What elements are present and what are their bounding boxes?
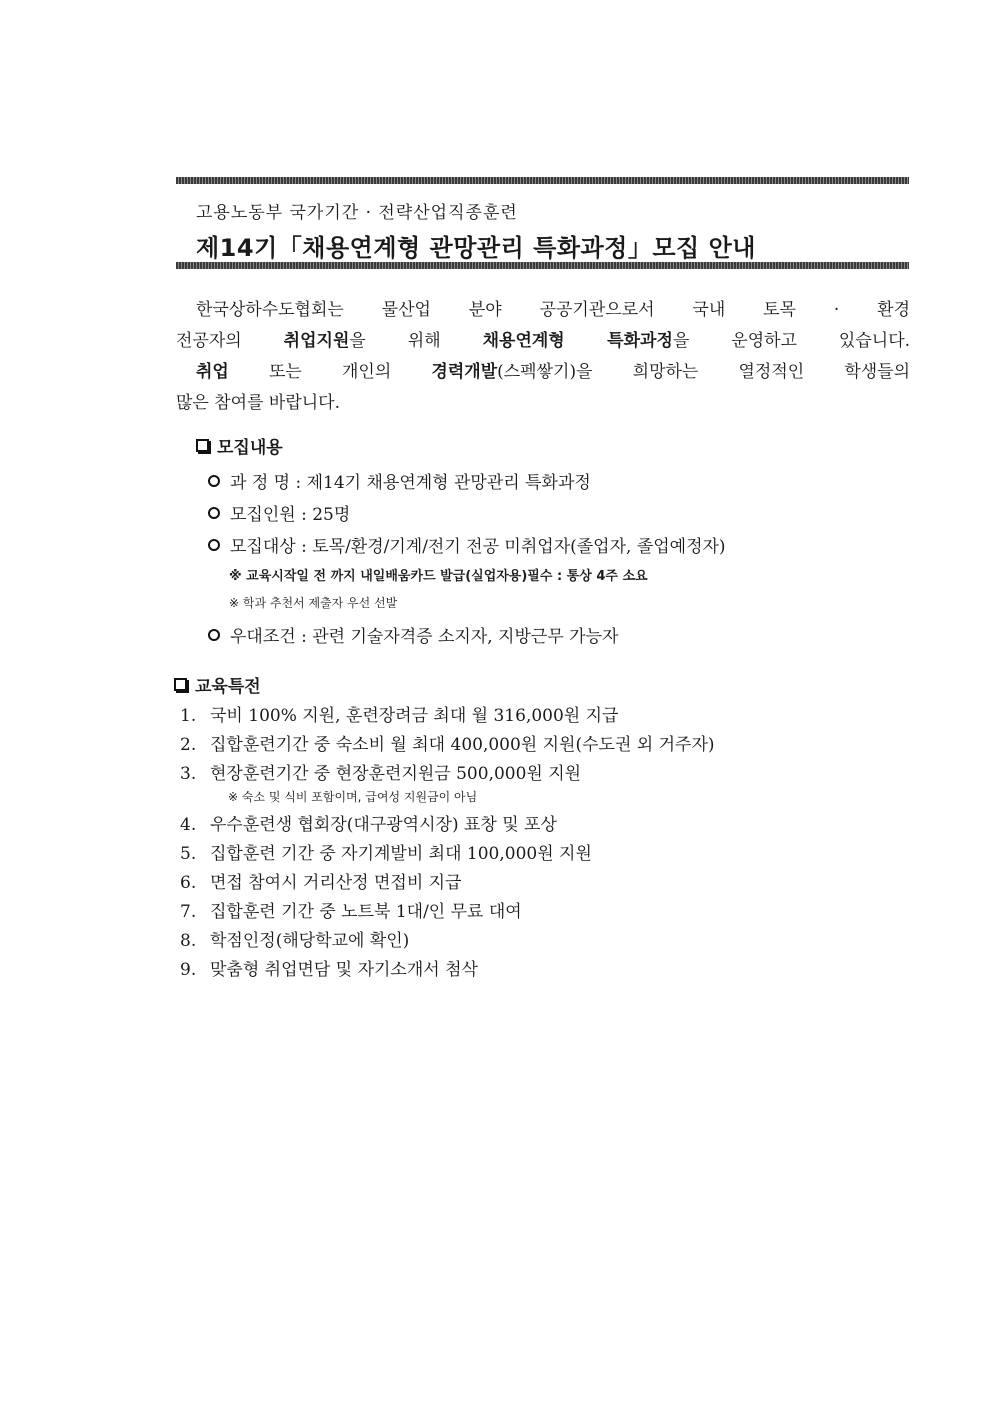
benefit-number: 8. <box>180 931 197 951</box>
benefit-text: 집합훈련기간 중 숙소비 월 최대 400,000원 지원(수도권 외 거주자) <box>210 735 715 755</box>
header-subtitle: 고용노동부 국가기간 · 전략산업직종훈련 <box>196 203 518 223</box>
benefit-item <box>180 926 409 951</box>
benefit-3-note: ※ 숙소 및 식비 포함이며, 급여성 지원금이 아님 <box>228 790 478 804</box>
benefit-text: 국비 100% 지원, 훈련장려금 최대 월 316,000원 지급 <box>210 706 619 726</box>
benefits-heading-label: 교육특전 <box>195 677 261 697</box>
benefit-item <box>180 730 715 755</box>
benefit-number: 3. <box>180 764 197 784</box>
hollow-circle-icon <box>208 507 220 519</box>
benefit-text: 집합훈련 기간 중 노트북 1대/인 무료 대여 <box>210 902 522 922</box>
intro-paragraph <box>176 295 910 419</box>
benefit-number: 5. <box>180 844 197 864</box>
recruitment-item-text: 모집대상 : 토목/환경/기계/전기 전공 미취업자(졸업자, 졸업예정자) <box>230 537 726 557</box>
recruitment-note-card: ※ 교육시작일 전 까지 내일배움카드 발급(실업자용)필수 : 통상 4주 소요 <box>229 569 648 584</box>
intro-emphasis: 채용연계형 특화과정 <box>482 331 673 351</box>
recruitment-item-text: 과 정 명 : 제14기 채용연계형 관망관리 특화과정 <box>230 473 591 493</box>
benefit-number: 6. <box>180 873 197 893</box>
recruitment-heading-label: 모집내용 <box>217 438 283 458</box>
benefit-item <box>180 810 557 835</box>
intro-text: 전공자의 <box>176 331 284 351</box>
recruitment-item-text: 우대조건 : 관련 기술자격증 소지자, 지방근무 가능자 <box>230 627 619 647</box>
benefit-item <box>180 701 618 726</box>
benefit-text: 학점인정(해당학교에 확인) <box>210 931 410 951</box>
benefit-text: 우수훈련생 협회장(대구광역시장) 표창 및 포상 <box>210 815 557 835</box>
header-top-rule <box>176 177 909 184</box>
intro-emphasis: 취업 <box>196 362 229 382</box>
hollow-circle-icon <box>208 629 220 641</box>
recruitment-item <box>208 532 726 557</box>
intro-text: 을 운영하고 있습니다. <box>672 331 911 351</box>
intro-line-4: 많은 참여를 바랍니다. <box>176 393 341 413</box>
intro-emphasis: 취업지원 <box>283 331 350 351</box>
benefit-text: 집합훈련 기간 중 자기계발비 최대 100,000원 지원 <box>210 844 592 864</box>
checkbox-square-icon <box>196 439 209 452</box>
intro-line-2 <box>176 326 910 357</box>
intro-line-1: 한국상하수도협회는 물산업 분야 공공기관으로서 국내 토목 · 환경 <box>196 300 910 320</box>
benefit-item <box>180 868 462 893</box>
benefit-item <box>180 839 592 864</box>
recruitment-note-recommendation: ※ 학과 추천서 제출자 우선 선발 <box>229 596 398 610</box>
recruitment-item <box>208 500 350 525</box>
intro-text: 을 위해 <box>349 331 483 351</box>
header-bottom-rule <box>176 262 909 269</box>
hollow-circle-icon <box>208 539 220 551</box>
benefit-text: 맞춤형 취업면담 및 자기소개서 첨삭 <box>210 960 478 980</box>
intro-text: 또는 개인의 <box>228 362 432 382</box>
intro-emphasis: 경력개발 <box>431 362 498 382</box>
benefit-text: 면접 참여시 거리산정 면접비 지급 <box>210 873 462 893</box>
recruitment-item-text: 모집인원 : 25명 <box>230 505 351 525</box>
benefit-item <box>180 955 478 980</box>
benefit-number: 4. <box>180 815 197 835</box>
benefit-number: 2. <box>180 735 197 755</box>
recruitment-item <box>208 468 591 493</box>
intro-text: (스펙쌓기)을 희망하는 열정적인 학생들의 <box>497 362 911 382</box>
benefit-number: 9. <box>180 960 197 980</box>
recruitment-item <box>208 622 618 647</box>
benefit-text: 현장훈련기간 중 현장훈련지원금 500,000원 지원 <box>210 764 582 784</box>
recruitment-heading <box>196 433 283 458</box>
benefits-heading <box>174 672 261 697</box>
hollow-circle-icon <box>208 475 220 487</box>
intro-line-3 <box>176 357 910 388</box>
document-title: 제14기「채용연계형 관망관리 특화과정」모집 안내 <box>196 234 756 262</box>
benefit-number: 7. <box>180 902 197 922</box>
checkbox-square-icon <box>174 678 187 691</box>
benefit-item <box>180 759 581 784</box>
benefit-item <box>180 897 522 922</box>
benefit-number: 1. <box>180 706 197 726</box>
